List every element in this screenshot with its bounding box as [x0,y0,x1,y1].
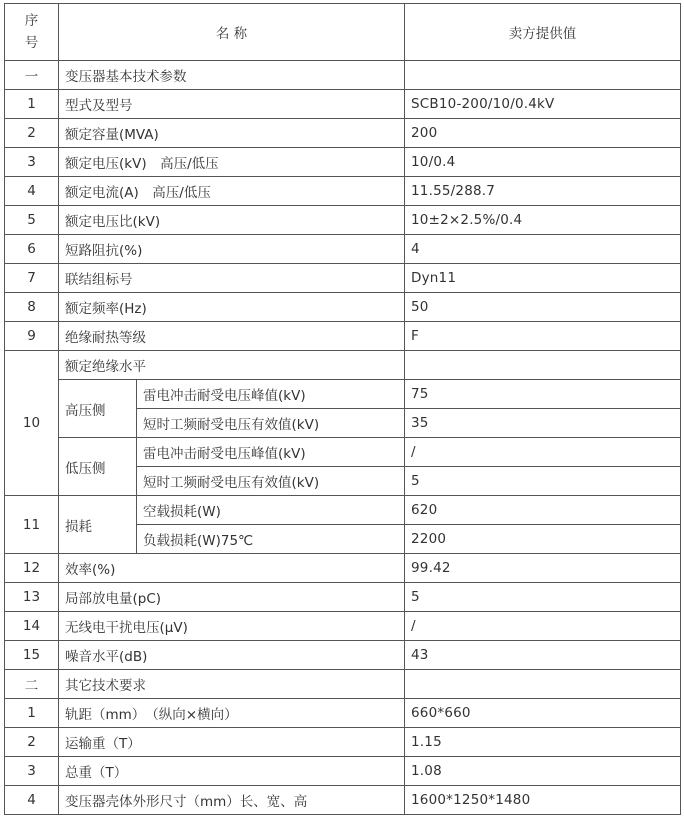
load-loss-value: 2200 [405,525,681,554]
section-row [5,61,681,90]
row-no: 2 [5,119,59,148]
table-header-row [5,4,681,61]
section-value [405,670,681,699]
insulation-hv-row [5,380,681,409]
load-loss-label: 负载损耗(W)75℃ [137,525,405,554]
row-value: 99.42 [405,554,681,583]
insulation-title-value [405,351,681,380]
row-no: 6 [5,235,59,264]
table-row [5,148,681,177]
table-row [5,322,681,351]
row-name: 总重（T） [59,757,405,786]
row-value: 5 [405,583,681,612]
lv-lightning-value: / [405,438,681,467]
section-title: 其它技术要求 [59,670,405,699]
insulation-title-row [5,351,681,380]
row-value: SCB10-200/10/0.4kV [405,90,681,119]
row-value: 50 [405,293,681,322]
row-value: 11.55/288.7 [405,177,681,206]
lv-power-freq-value: 5 [405,467,681,496]
table-row [5,786,681,815]
no-load-loss-label: 空载损耗(W) [137,496,405,525]
row-name: 型式及型号 [59,90,405,119]
row-value: / [405,612,681,641]
hv-power-freq-value: 35 [405,409,681,438]
no-load-loss-value: 620 [405,496,681,525]
row-name: 噪音水平(dB) [59,641,405,670]
row-value: 1600*1250*1480 [405,786,681,815]
row-no: 3 [5,148,59,177]
row-no: 9 [5,322,59,351]
row-name: 效率(%) [59,554,405,583]
lv-label: 低压侧 [59,438,137,496]
row-value: 10/0.4 [405,148,681,177]
row-name: 无线电干扰电压(μV) [59,612,405,641]
header-name: 名 称 [59,4,405,61]
row-no: 14 [5,612,59,641]
header-no-line2: 号 [24,35,39,51]
table-row [5,235,681,264]
row-name: 联结组标号 [59,264,405,293]
table-row [5,90,681,119]
row-no: 4 [5,786,59,815]
table-row [5,264,681,293]
lv-lightning-label: 雷电冲击耐受电压峰值(kV) [137,438,405,467]
insulation-no: 10 [5,351,59,496]
table-row [5,699,681,728]
row-name: 运输重（T） [59,728,405,757]
table-row [5,206,681,235]
row-no: 2 [5,728,59,757]
table-row [5,554,681,583]
losses-no: 11 [5,496,59,554]
hv-lightning-value: 75 [405,380,681,409]
row-name: 变压器壳体外形尺寸（mm）长、宽、高 [59,786,405,815]
section-title: 变压器基本技术参数 [59,61,405,90]
row-no: 1 [5,90,59,119]
table-row [5,177,681,206]
row-no: 15 [5,641,59,670]
row-no: 13 [5,583,59,612]
hv-label: 高压侧 [59,380,137,438]
row-no: 12 [5,554,59,583]
table-row [5,293,681,322]
row-value: 660*660 [405,699,681,728]
row-no: 7 [5,264,59,293]
header-value: 卖方提供值 [405,4,681,61]
row-no: 4 [5,177,59,206]
insulation-lv-row [5,438,681,467]
row-name: 额定容量(MVA) [59,119,405,148]
section-no: 二 [5,670,59,699]
header-no [5,4,59,61]
table-row [5,612,681,641]
header-no-line1: 序 [24,13,39,29]
row-name: 绝缘耐热等级 [59,322,405,351]
losses-row [5,496,681,525]
insulation-title: 额定绝缘水平 [59,351,405,380]
section-value [405,61,681,90]
lv-power-freq-label: 短时工频耐受电压有效值(kV) [137,467,405,496]
table-row [5,119,681,148]
row-no: 8 [5,293,59,322]
row-name: 额定电压(kV) 高压/低压 [59,148,405,177]
row-no: 5 [5,206,59,235]
hv-lightning-label: 雷电冲击耐受电压峰值(kV) [137,380,405,409]
row-name: 额定频率(Hz) [59,293,405,322]
row-value: 10±2×2.5%/0.4 [405,206,681,235]
row-name: 轨距（mm） （纵向×横向） [59,699,405,728]
row-name: 额定电流(A) 高压/低压 [59,177,405,206]
row-value: 1.08 [405,757,681,786]
spec-table [4,3,681,815]
table-row [5,641,681,670]
row-no: 1 [5,699,59,728]
section-no: 一 [5,61,59,90]
row-value: F [405,322,681,351]
row-value: 43 [405,641,681,670]
section-row [5,670,681,699]
losses-label: 损耗 [59,496,137,554]
table-row [5,728,681,757]
row-name: 额定电压比(kV) [59,206,405,235]
row-value: Dyn11 [405,264,681,293]
row-no: 3 [5,757,59,786]
table-row [5,757,681,786]
row-value: 1.15 [405,728,681,757]
row-name: 短路阻抗(%) [59,235,405,264]
row-value: 200 [405,119,681,148]
row-name: 局部放电量(pC) [59,583,405,612]
hv-power-freq-label: 短时工频耐受电压有效值(kV) [137,409,405,438]
table-row [5,583,681,612]
row-value: 4 [405,235,681,264]
